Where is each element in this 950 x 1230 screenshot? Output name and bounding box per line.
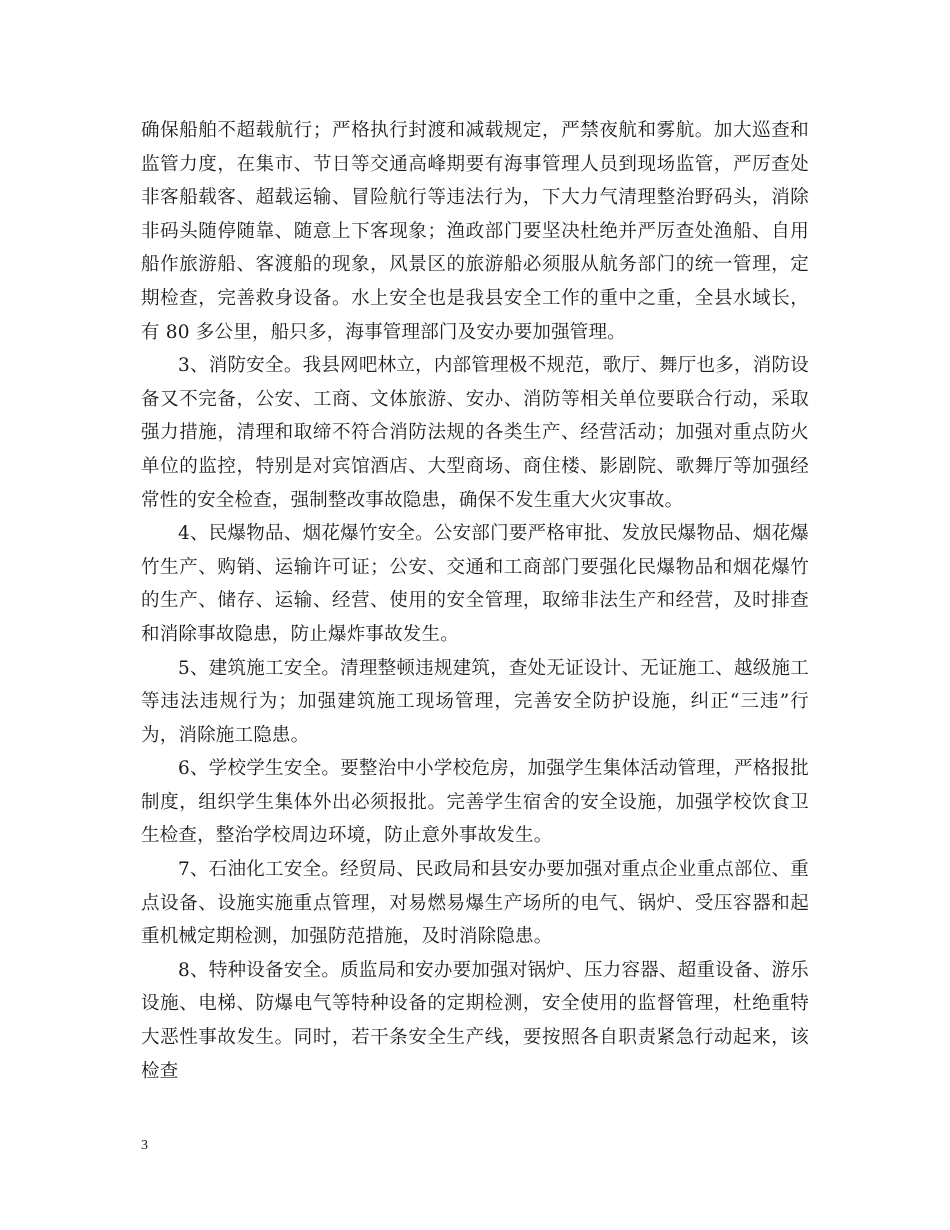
document-body — [141, 114, 809, 1088]
paragraph-petrochemical-safety: 7、石油化工安全。经贸局、民政局和县安办要加强对重点企业重点部位、重点设备、设施实施重点管理，对易燃易爆生产场所的电气、锅炉、受压容器和起重机械定期检测，加强防范措施，及时消除隐患。 — [141, 859, 809, 948]
paragraph-special-equipment-safety: 8、特种设备安全。质监局和安办要加强对锅炉、压力容器、超重设备、游乐设施、电梯、防爆电气等特种设备的定期检测，安全使用的监督管理，杜绝重特大恶性事故发生。同时，若干条安全生产线，要按照各自职责紧急行动起来，该检查 — [141, 959, 809, 1082]
paragraph-water-safety-continued: 确保船舶不超载航行；严格执行封渡和减载规定，严禁夜航和雾航。加大巡查和监管力度，在集市、节日等交通高峰期要有海事管理人员到现场监管，严厉查处非客船载客、超载运输、冒险航行等违法行为，下大力气清理整治野码头，消除非码头随停随靠、随意上下客现象；渔政部门要坚决杜绝并严厉查处渔船、自用船作旅游船、客渡船的现象，风景区的旅游船必须服从航务部门的统一管理，定期检查，完善救身设备。水上安全也是我县安全工作的重中之重，全县水域长，有 80 多公里，船只多，海事管理部门及安办要加强管理。 — [141, 120, 809, 343]
paragraph-school-safety: 6、学校学生安全。要整治中小学校危房，加强学生集体活动管理，严格报批制度，组织学生集体外出必须报批。完善学生宿舍的安全设施，加强学校饮食卫生检查，整治学校周边环境，防止意外事故发生。 — [141, 758, 809, 847]
paragraph-construction-safety: 5、建筑施工安全。清理整顿违规建筑，查处无证设计、无证施工、越级施工等违法违规行为；加强建筑施工现场管理，完善安全防护设施，纠正“三违”行为，消除施工隐患。 — [141, 657, 809, 746]
page-number: 3 — [141, 1138, 148, 1153]
paragraph-fire-safety: 3、消防安全。我县网吧林立，内部管理极不规范，歌厅、舞厅也多，消防设备又不完备，公安、工商、文体旅游、安办、消防等相关单位要联合行动，采取强力措施，清理和取缔不符合消防法规的各类生产、经营活动；加强对重点防火单位的监控，特别是对宾馆酒店、大型商场、商住楼、影剧院、歌舞厅等加强经常性的安全检查，强制整改事故隐患，确保不发生重大火灾事故。 — [141, 355, 809, 511]
paragraph-explosives-fireworks-safety: 4、民爆物品、烟花爆竹安全。公安部门要严格审批、发放民爆物品、烟花爆竹生产、购销、运输许可证；公安、交通和工商部门要强化民爆物品和烟花爆竹的生产、储存、运输、经营、使用的安全管理，取缔非法生产和经营，及时排查和消除事故隐患，防止爆炸事故发生。 — [141, 523, 809, 645]
